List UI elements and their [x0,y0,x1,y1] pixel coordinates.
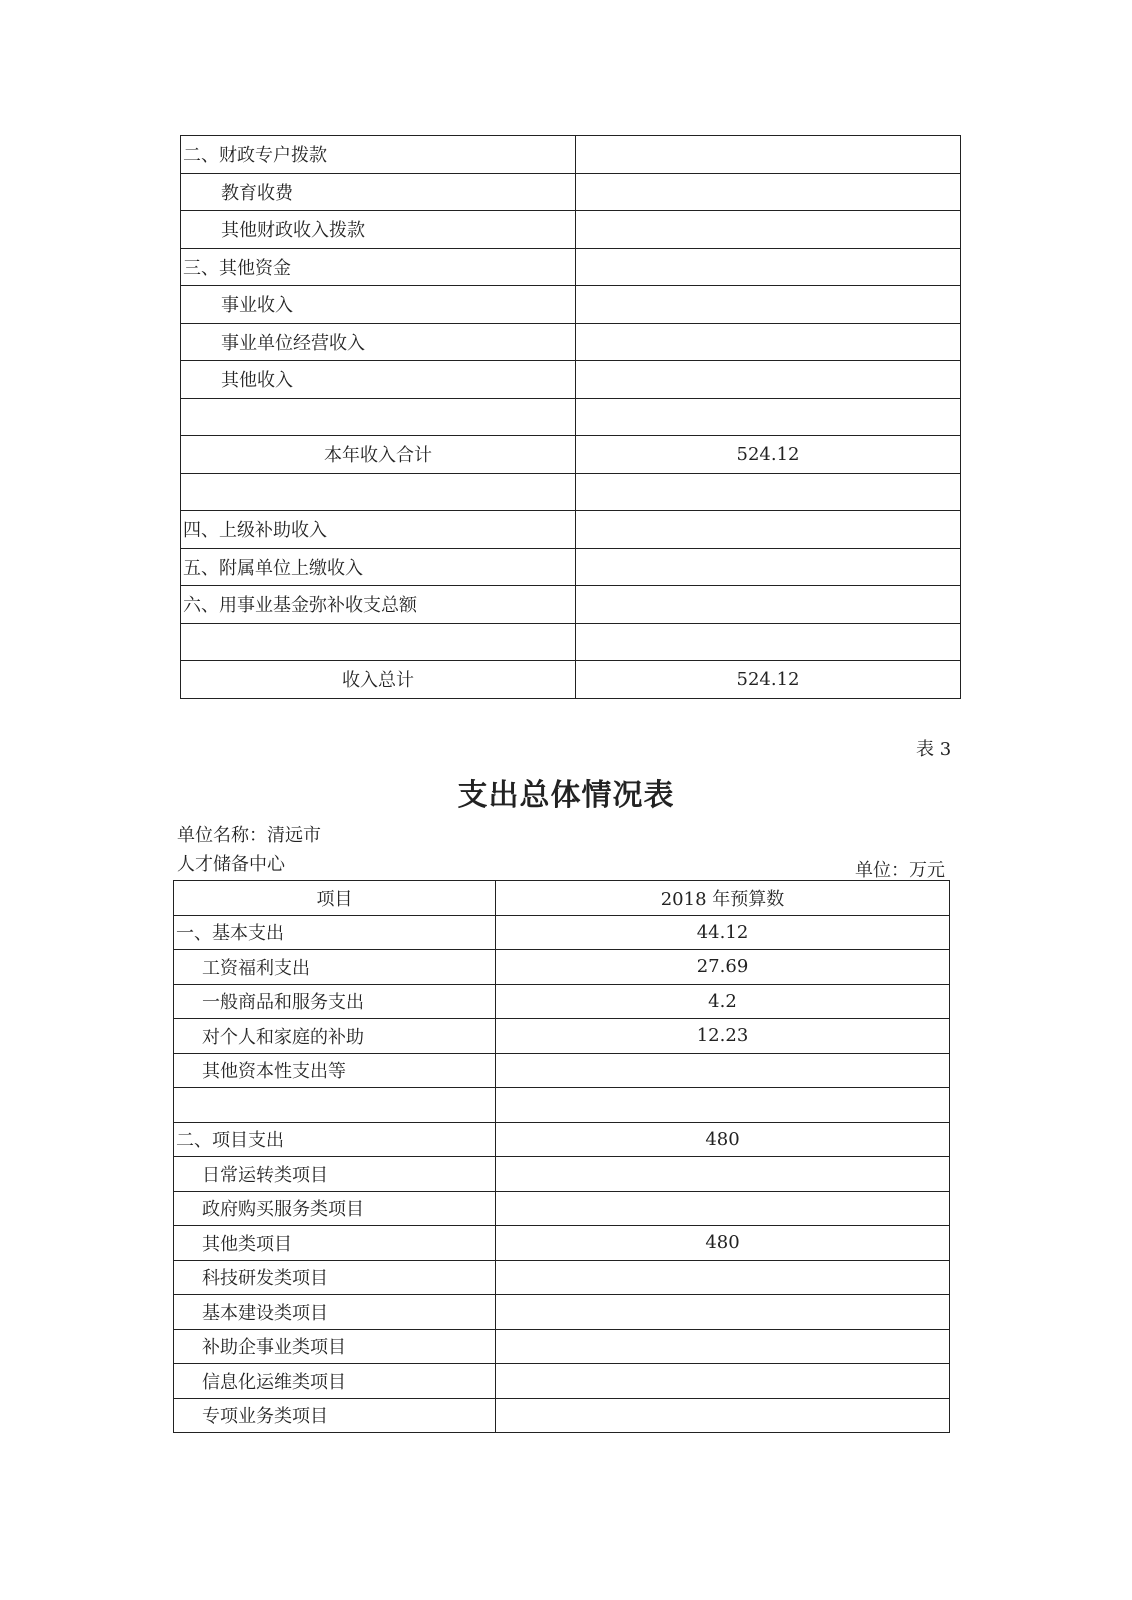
row-value: 12.23 [496,1019,950,1054]
table-row [181,586,961,624]
table-row [174,1157,950,1192]
row-value: 27.69 [496,950,950,985]
table-row [181,623,961,661]
row-value: 480 [496,1122,950,1157]
row-value [496,1398,950,1433]
row-label: 其他收入 [181,361,576,399]
row-value [576,211,961,249]
table-row [181,361,961,399]
table-row [181,323,961,361]
row-label: 科技研发类项目 [174,1260,496,1295]
row-label: 三、其他资金 [181,248,576,286]
row-value [576,511,961,549]
table-row [181,398,961,436]
row-value [496,1364,950,1399]
row-label: 本年收入合计 [181,436,576,474]
row-value: 524.12 [576,661,961,699]
row-label: 政府购买服务类项目 [174,1191,496,1226]
table-row [174,1398,950,1433]
table-row [181,548,961,586]
row-label: 工资福利支出 [174,950,496,985]
row-value [496,1260,950,1295]
row-value [496,1157,950,1192]
row-value: 44.12 [496,915,950,950]
row-value [496,1295,950,1330]
row-value: 4.2 [496,984,950,1019]
table-row [174,950,950,985]
header-budget: 2018 年预算数 [496,881,950,916]
row-value [496,1191,950,1226]
row-label: 收入总计 [181,661,576,699]
row-value [576,136,961,174]
table-row [181,173,961,211]
row-label: 一般商品和服务支出 [174,984,496,1019]
row-label [181,473,576,511]
table-row [174,1260,950,1295]
row-label: 信息化运维类项目 [174,1364,496,1399]
expense-table [173,880,950,1433]
row-label: 对个人和家庭的补助 [174,1019,496,1054]
row-label [181,623,576,661]
row-value [496,1329,950,1364]
row-label: 补助企事业类项目 [174,1329,496,1364]
row-label: 五、附属单位上缴收入 [181,548,576,586]
table-row [174,1329,950,1364]
row-label: 其他类项目 [174,1226,496,1261]
row-label: 日常运转类项目 [174,1157,496,1192]
row-label [174,1088,496,1123]
row-value [576,473,961,511]
table-row [181,511,961,549]
row-label: 其他财政收入拨款 [181,211,576,249]
table-row [181,661,961,699]
row-label: 专项业务类项目 [174,1398,496,1433]
table-row [174,915,950,950]
row-value [576,398,961,436]
row-label: 其他资本性支出等 [174,1053,496,1088]
row-value [576,173,961,211]
table-number-tag: 表 3 [916,739,952,760]
row-label: 事业单位经营收入 [181,323,576,361]
table-row [174,1053,950,1088]
table-row [181,211,961,249]
table-header-row [174,881,950,916]
table-row [181,136,961,174]
table-row [174,1019,950,1054]
row-value [496,1053,950,1088]
header-item: 项目 [174,881,496,916]
row-label: 事业收入 [181,286,576,324]
table-row [174,1191,950,1226]
row-value [576,286,961,324]
row-label: 四、上级补助收入 [181,511,576,549]
row-label: 一、基本支出 [174,915,496,950]
table-row [181,248,961,286]
row-value [576,361,961,399]
row-value [576,623,961,661]
page-title: 支出总体情况表 [457,778,675,813]
row-value [576,548,961,586]
unit-name-line1: 单位名称：清远市 [177,825,321,846]
unit-name-line2: 人才储备中心 [177,854,285,875]
table-row [174,1088,950,1123]
row-value [576,248,961,286]
table-row [174,1122,950,1157]
income-table [180,135,961,699]
table-row [174,1364,950,1399]
row-label: 六、用事业基金弥补收支总额 [181,586,576,624]
row-value: 524.12 [576,436,961,474]
table-row [174,984,950,1019]
table-row [181,286,961,324]
table-row [174,1295,950,1330]
currency-unit: 单位：万元 [855,860,945,881]
row-label: 基本建设类项目 [174,1295,496,1330]
table-row [174,1226,950,1261]
row-value [576,586,961,624]
row-value [496,1088,950,1123]
row-label: 二、项目支出 [174,1122,496,1157]
row-value [576,323,961,361]
row-label [181,398,576,436]
row-label: 教育收费 [181,173,576,211]
table-row [181,436,961,474]
row-label: 二、财政专户拨款 [181,136,576,174]
table-row [181,473,961,511]
row-value: 480 [496,1226,950,1261]
